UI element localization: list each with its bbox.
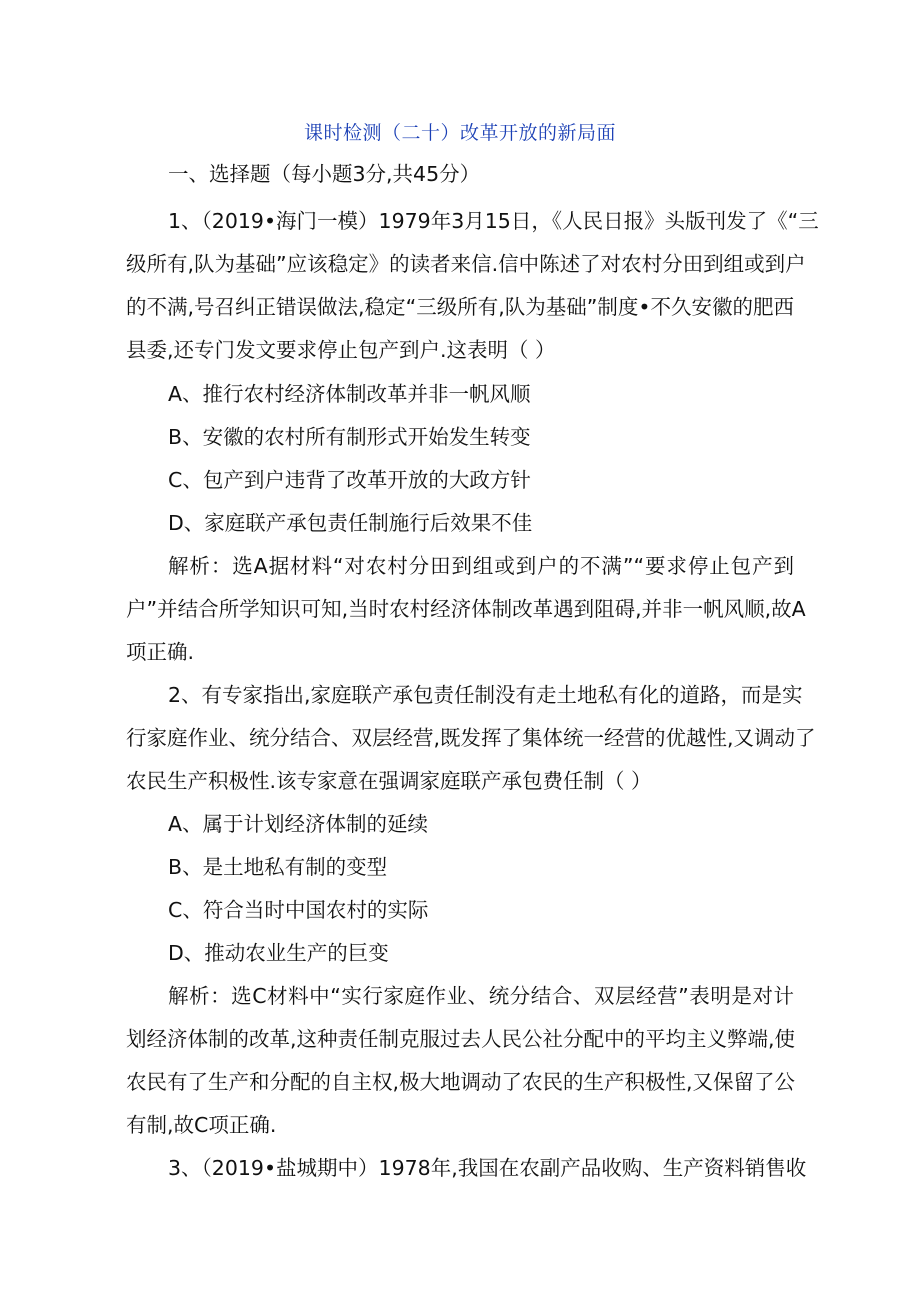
q1-analysis-line: 项正确. <box>126 640 195 664</box>
q1-stem-line: 级所有,队为基础”应该稳定》的读者来信.信中陈述了对农村分田到组或到户 <box>126 252 806 276</box>
q2-analysis-line: 解析：选C材料中“实行家庭作业、统分结合、双层经营”表明是对计 <box>168 984 794 1008</box>
q2-stem-line: 2、有专家指出,家庭联产承包责任制没有走土地私有化的道路，而是实 <box>168 683 803 707</box>
q2-analysis-line: 划经济体制的改革,这种责任制克服过去人民公社分配中的平均主义弊端,使 <box>126 1027 796 1051</box>
q2-analysis-line: 农民有了生产和分配的自主权,极大地调动了农民的生产积极性,又保留了公 <box>126 1070 796 1094</box>
q3-stem-line: 3、（2019•盐城期中）1978年,我国在农副产品收购、生产资料销售收 <box>168 1156 807 1180</box>
q1-option-b: B、安徽的农村所有制形式开始发生转变 <box>168 425 531 449</box>
q1-analysis-line: 户”并结合所学知识可知,当时农村经济体制改革遇到阻碍,并非一帆风顺,故A <box>126 597 806 621</box>
q2-option-a: A、属于计划经济体制的延续 <box>168 812 429 836</box>
q2-option-d: D、推动农业生产的巨变 <box>168 941 389 965</box>
q1-option-d: D、家庭联产承包责任制施行后效果不佳 <box>168 511 533 535</box>
q1-analysis-line: 解析：选A据材料“对农村分田到组或到户的不满”“要求停止包产到 <box>168 554 794 578</box>
q1-stem-line: 1、（2019•海门一模）1979年3月15日，《人民日报》头版刊发了《“三 <box>168 209 819 233</box>
q1-option-c: C、包产到户违背了改革开放的大政方针 <box>168 468 531 492</box>
q2-option-c: C、符合当时中国农村的实际 <box>168 898 429 922</box>
page-title: 课时检测（二十）改革开放的新局面 <box>303 122 616 144</box>
q2-option-b: B、是土地私有制的变型 <box>168 855 388 879</box>
q1-stem-line: 县委,还专门发文要求停止包产到户.这表明（ ） <box>126 338 556 362</box>
section-heading: 一、选择题（每小题3分,共45分） <box>168 162 481 186</box>
q1-option-a: A、推行农村经济体制改革并非一帆风顺 <box>168 382 531 406</box>
q2-stem-line: 农民生产积极性.该专家意在强调家庭联产承包费任制（ ） <box>126 769 652 793</box>
q1-stem-line: 的不满,号召纠正错误做法,稳定“三级所有,队为基础”制度•不久安徽的肥西 <box>126 295 794 319</box>
q2-stem-line: 行家庭作业、统分结合、双层经营,既发挥了集体统一经营的优越性,又调动了 <box>126 726 816 750</box>
q2-analysis-line: 有制,故C项正确. <box>126 1113 277 1137</box>
